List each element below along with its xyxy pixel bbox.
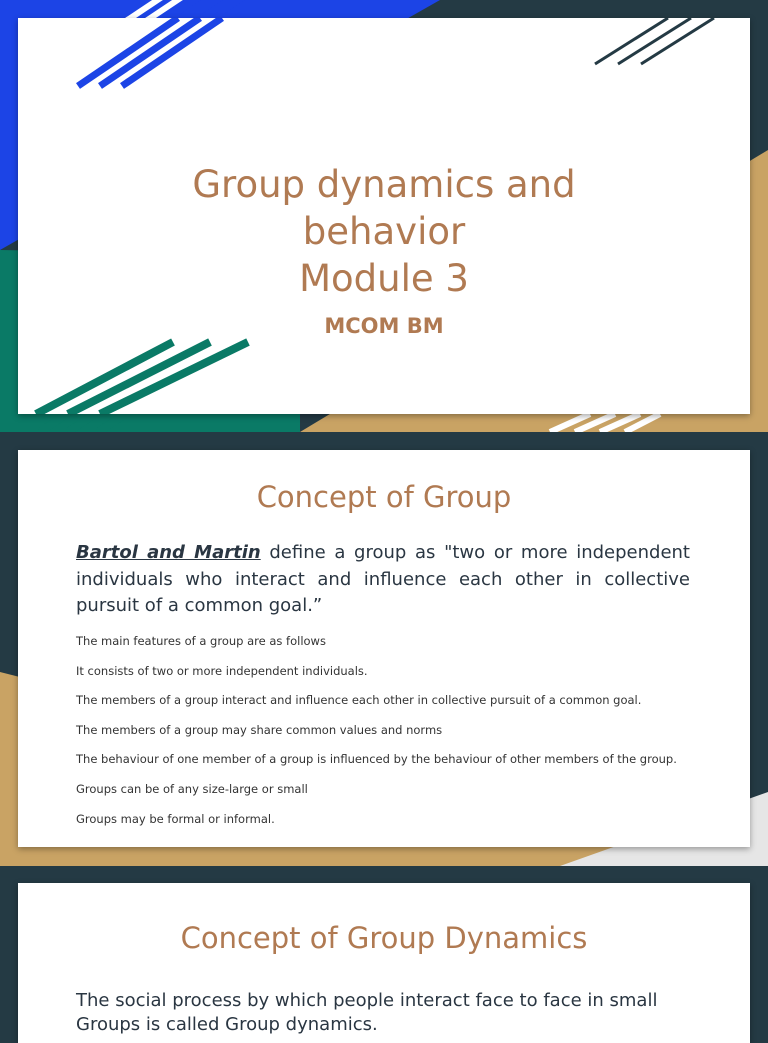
list-item: The behaviour of one member of a group is influenced by the behaviour of other members of the group. (76, 752, 677, 767)
definition-author-link[interactable]: Bartol and Martin (76, 542, 261, 563)
title-line-3: Module 3 (299, 257, 469, 300)
title-line-2: behavior (302, 210, 466, 253)
slide-subtitle: MCOM BM (324, 314, 444, 338)
title-slide-card (18, 18, 750, 414)
title-line-1: Group dynamics and (192, 163, 576, 206)
list-item: Groups can be of any size-large or small (76, 781, 308, 796)
concept-group-dynamics-heading: Concept of Group Dynamics (180, 921, 588, 955)
list-item: The members of a group interact and influence each other in collective pursuit of a common goal. (76, 693, 642, 708)
group-features-list (76, 633, 706, 840)
definition-text: define a group as "two or more independent individuals who interact and influence each other in collective pursuit of a common goal.” (76, 542, 690, 616)
list-item: The main features of a group are as follows (76, 634, 326, 648)
list-item: Groups may be formal or informal. (76, 811, 275, 826)
concept-group-heading: Concept of Group (256, 480, 512, 514)
slide-title (18, 161, 750, 302)
group-definition (76, 540, 690, 620)
list-item: The members of a group may share common values and norms (76, 722, 443, 737)
concept-group-card (18, 450, 750, 847)
group-dynamics-body: The social process by which people interact face to face in small Groups is called Group dynamics. (76, 990, 658, 1035)
concept-group-dynamics-card (18, 883, 750, 1043)
list-item: It consists of two or more independent individuals. (76, 663, 368, 678)
